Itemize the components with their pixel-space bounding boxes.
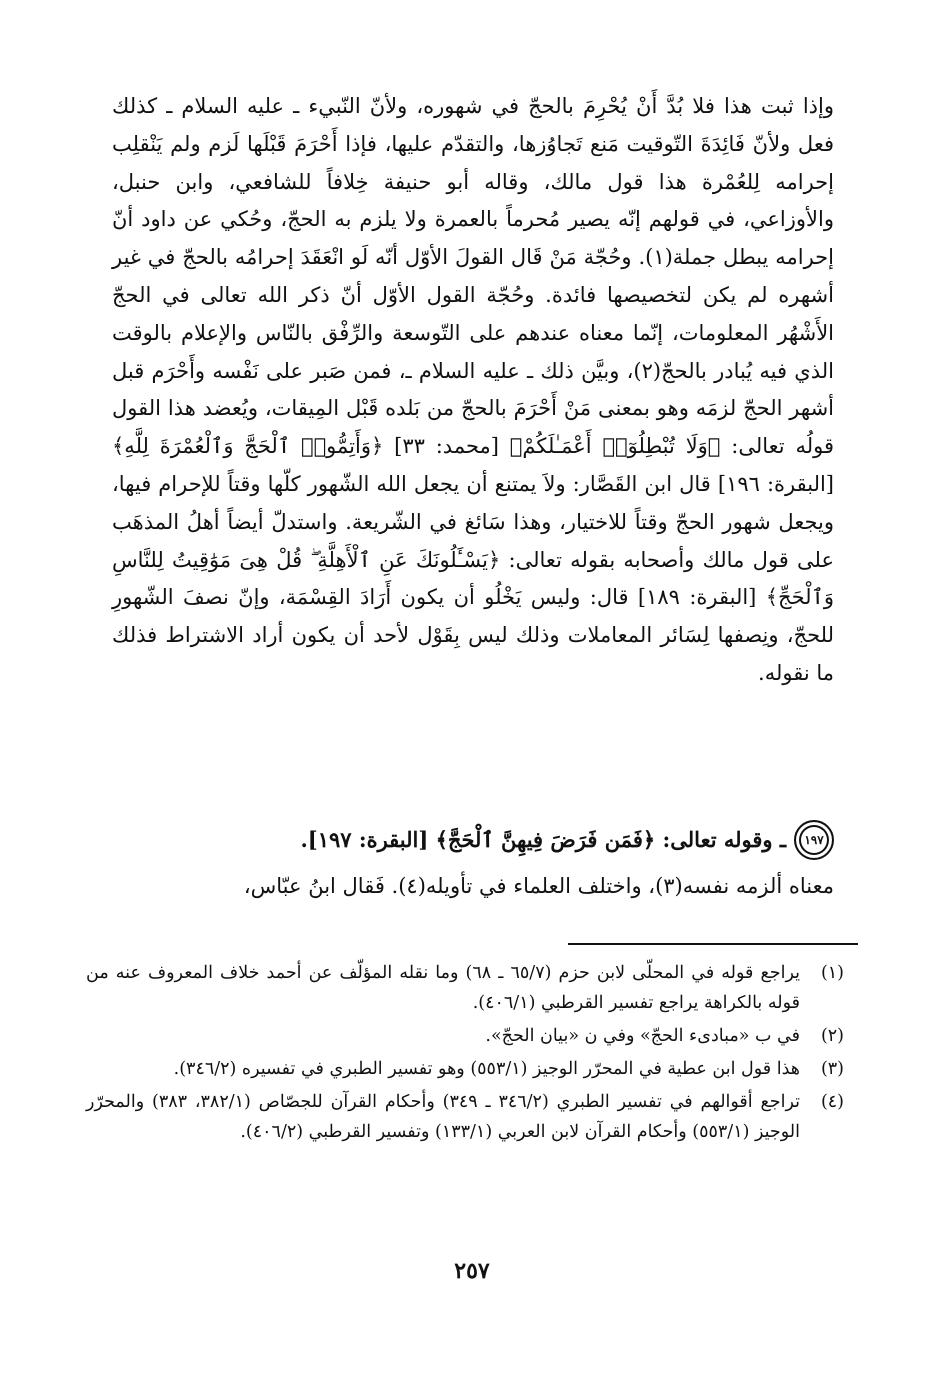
main-paragraph: وإذا ثبت هذا فلا بُدَّ أَنْ يُحْرِمَ بالحجّ في شهوره، ولأنّ النّبيء ـ عليه السلام ـ كذلك فعل ولأنّ فَائِدَةَ التّوقيت مَنع تَجاوُزها، والتقدّم عليها، فإذا أَحْرَمَ قَبْلَها لَزم ولم يَنْقلِب إحرامه لِلعُمْرة هذا قول مالك، وقاله أبو حنيفة خِلافاً للشافعي، وابن حنبل، والأوزاعي، في قولهم إنّه يصير مُحرماً بالعمرة ولا يلزم به الحجّ، وحُكي عن داود أنّ إحرامه يبطل جملة(١). وحُجّة مَنْ قَال القولَ الأوّل أنّه لَو انْعَقَدَ إحرامُه بالحجّ في غير أشهره لم يكن لتخصيصها فائدة. وحُجّة القول الأوّل أنّ ذكر الله تعالى في الحجّ الأَشْهُر المعلومات، إنّما معناه عندهم على التّوسعة والرِّفْق بالنّاس والإعلام بالوقت الذي فيه يُبادر بالحجّ(٢)، وبيَّن ذلك ـ عليه السلام ـ، فمن صَبر على نَفْسه وأَحْرَم قبل أشهر الحجّ لزمَه وهو بمعنى مَنْ أَحْرَمَ بالحجّ من بَلده قَبْل المِيقات، ويُعضد هذا القول قولُه تعالى: ﴿وَلَا تُبْطِلُوٓا۟ أَعْمَـٰلَكُمْ﴾ [محمد: ٣٣] ﴿وَأَتِمُّوا۟ ٱلْحَجَّ وَٱلْعُمْرَةَ لِلَّهِ﴾ [البقرة: ١٩٦] قال ابن القَصَّار: ولاَ يمتنع أن يجعل الله الشّهور كلّها وقتاً للإحرام فيها، ويجعل شهور الحجّ وقتاً للاختيار، وهذا سَائغ في الشّريعة. واستدلّ أيضاً أهلُ المذهَب على قول مالك وأصحابه بقوله تعالى: ﴿يَسْـَٔلُونَكَ عَنِ ٱلْأَهِلَّةِ ۖ قُلْ هِىَ مَوَٰقِيتُ لِلنَّاسِ وَٱلْحَجِّ﴾ [البقرة: ١٨٩] قال: وليس يَخْلُو أن يكون أَرَادَ القِسْمَة، وإنّ نصفَ الشّهورِ للحجّ، ونِصفها لِسَائر المعاملات وذلك ليس بِقَوْل لأحد أن يكون أراد الاشتراط فذلك ما نقوله. xyxy=(112,94,835,685)
commentary-line: معناه ألزمه نفسه(٣)، واختلف العلماء في تأويله(٤). فَقال ابنُ عبّاس، xyxy=(243,874,834,898)
footnote-number: (١) xyxy=(820,963,844,983)
footnote-number: (٢) xyxy=(820,1026,844,1046)
page-number: ٢٥٧ xyxy=(454,1258,490,1284)
footnote-text: هذا قول ابن عطية في المحرّر الوجيز (٥٥٣/١) وهو تفسير الطبري في تفسيره (٣٤٦/٢). xyxy=(173,1059,800,1079)
footnotes xyxy=(86,958,844,1150)
footnote-text: يراجع قوله في المحلّى لابن حزم (٦٥/٧ ـ ٦٨) وما نقله المؤلّف عن أحمد خلاف المعروف عنه من قوله بالكراهة يراجع تفسير القرطبي (٤٠٦/١). xyxy=(86,963,800,1013)
footnote-item xyxy=(86,1021,844,1051)
footnote-number: (٤) xyxy=(820,1092,844,1112)
footnote-item xyxy=(86,1054,844,1084)
footnote-separator xyxy=(568,943,858,945)
footnote-item xyxy=(86,1087,844,1147)
main-text xyxy=(112,88,834,693)
verse-block xyxy=(112,820,834,906)
footnote-number: (٣) xyxy=(820,1059,844,1079)
footnote-text: تراجع أقوالهم في تفسير الطبري (٣٤٦/٢ ـ ٣٤٩) وأحكام القرآن للجصّاص (٣٨٢/١، ٣٨٣) والمحرّر الوجيز (٥٥٣/١) وأحكام القرآن لابن العربي (١٣٣/١) وتفسير القرطبي (٤٠٦/٢). xyxy=(86,1092,800,1142)
verse-line xyxy=(112,820,834,860)
ayah-number-medallion: ١٩٧ xyxy=(794,820,834,860)
verse-text: ـ وقوله تعالى: ﴿فَمَن فَرَضَ فِيهِنَّ ٱلْحَجَّ﴾ [البقرة: ١٩٧]. xyxy=(300,827,786,852)
footnote-item xyxy=(86,958,844,1018)
footnote-text: في ب «مبادىء الحجّ» وفي ن «بيان الحجّ». xyxy=(485,1026,800,1046)
